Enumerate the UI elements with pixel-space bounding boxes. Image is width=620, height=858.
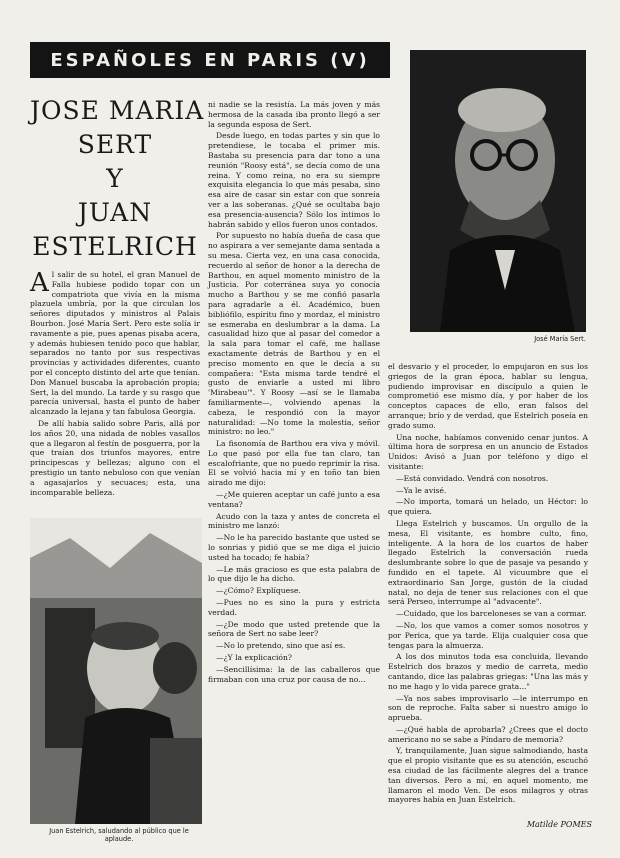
paragraph: el desvario y el proceder, lo empujaron en sus los griegos de la gran época, hablar su lengua, pudiendo improvisar en discípulo a quien le comprometió ese mismo día, y por haber de los conceptos capaces de ello, eran falsos del arranque; brío y de verdad, que Estelrich poseía en grado sumo. xyxy=(388,362,588,430)
paragraph: —¿Cómo? Explíquese. xyxy=(216,586,301,596)
portrait-photo-sert xyxy=(410,50,586,332)
headline xyxy=(30,94,205,264)
headline-line-4: JUAN xyxy=(77,198,153,227)
section-title: ESPAÑOLES EN PARIS (V) xyxy=(50,49,370,71)
headline-line-5: ESTELRICH xyxy=(32,232,198,261)
paragraph: —¿Me quieren aceptar un café junto a esa ventana? xyxy=(208,490,380,509)
headline-line-2: SERT xyxy=(77,130,153,159)
article-column-2 xyxy=(208,100,380,845)
paragraph: —Cuidado, que los barceloneses se van a cormar. xyxy=(396,609,587,619)
paragraph: —Ya le avisé. xyxy=(396,485,447,495)
caption-estelrich: Juan Estelrich, saludando al público que le aplaude. xyxy=(49,827,189,843)
estelrich-illustration xyxy=(30,518,202,824)
paragraph xyxy=(30,270,200,417)
paragraph: —No lo pretendo, sino que así es. xyxy=(216,641,346,651)
paragraph: De allí había salido sobre Paris, allá por los años 20, una nidada de nobles vasallos que a llegaron al festín de posguerra, por la que traían dos triunfos mayores, entre principescas y bellezas; alguno con el prestigio un tanto nebuloso con que venían a agasajarlos y secuaces; esta, una incomparable belleza. xyxy=(30,418,200,497)
paragraph: Desde luego, en todas partes y sin que lo pretendiese, le tocaba el primer mis. Bastaba su presencia para dar tono a una reunión "Roosy está", se decía como de una reina. Y como reina, no era su siempre exquisita elegancia lo que más pesaba, sino esa aire de casar sin estar con que sonreía ver a las soberanas. ¿Qué se ocultaba bajo esa presencia-ausencia? Sólo los íntimos lo habrán sabido y ellos fueron unos contados. xyxy=(208,131,380,229)
article-column-1 xyxy=(30,270,200,510)
paragraph: ni nadie se la resistía. La más joven y más hermosa de la casada iba pronto llegó a ser la segunda esposa de Sert. xyxy=(208,100,380,129)
caption-sert: José María Sert. xyxy=(534,335,586,343)
paragraph: —Está convidado. Vendrá con nosotros. xyxy=(396,473,549,483)
author-signature: Matilde POMES xyxy=(526,820,592,829)
article-column-3 xyxy=(388,362,588,805)
headline-line-1: JOSE MARIA xyxy=(30,96,205,125)
paragraph-text: l salir de su hotel, el gran Manuel de Falla hubiese podido topar con un compatriota que vivía en la misma plazuela umbría, por la que circulan los señores diputados y ministros al Palais Bourbon. José María Sert. Pero este solía ir ravamente a pie, pues apenas pisaba acera, y además hubiesen tenido poco que hablar, separados no tanto por sus respectivas provincias y actividades diferentes, cuanto por el concepto distinto del arte que tenían. Don Manuel buscaba la aprobación propia; Sert, la del mundo. La tarde y su rasgo que parecía universal, hasta el punto de haber alcanzado la lejana y tan fabulosa Georgia. xyxy=(30,270,200,417)
paragraph: —No importa, tomará un helado, un Héctor: lo que quiera. xyxy=(388,497,588,517)
paragraph: Una noche, habíamos convenido cenar juntos. A última hora de sorpresa en un anuncio de Estados Unidos: Avisó a Juan por teléfono y digo el visitante: xyxy=(388,432,588,471)
paragraph: Por supuesto no había dueña de casa que no aspirara a ver semejante dama sentada a su mesa. Cierta vez, en una casa conocida, recuerdo al señor de honor a la derecha de Barthou, en aquel momento ministro de la Justicia. Por coterránea suya yo conocía mucho a Barthou y se me confió pasarla para agradarle a él. Académico, buen bibliófilo, espíritu fino y mordaz, el ministro se esmeraba en deslumbrar a la dama. La casualidad hizo que al pasar del comedor a la sala para tomar el café, me hallase exactamente detrás de Barthou y en el preciso momento en que le decía a su compañera: "Esta misma tarde tendré el gusto de enviarle a usted mi libro 'Mirabeau'". Y Roosy —así se le llamaba familiarmente—, volviendo apenas la cabeza, le respondió con la mayor naturalidad: —No tome la molestia, señor ministro: no leo." xyxy=(208,231,380,437)
paragraph: —¿Y la explicación? xyxy=(216,653,292,663)
portrait-sert-illustration xyxy=(410,50,586,332)
paragraph: —Sencillísima: la de las caballeros que firmaban con una cruz por causa de no... xyxy=(208,664,380,684)
section-banner xyxy=(30,42,390,78)
drop-cap: A xyxy=(30,268,49,298)
paragraph: —Ya nos sabes improvisarlo —le interrumpo en son de reproche. Falta saber si nuestro amigo lo aprueba. xyxy=(388,693,588,723)
paragraph: Acudo con la taza y antes de concreta el ministro me lanzó: xyxy=(208,511,380,531)
paragraph: A los dos minutos toda esa concluida, llevando Estelrich dos brazos y medio de carreta, medio cantando, dice las palabras griegas: "Una las más y no me hago y lo vida parece grata..." xyxy=(388,652,588,691)
paragraph: —¿Qué habla de aprobarla? ¿Crees que el docto americano no se sabe a Píndaro de memoria? xyxy=(388,724,588,744)
paragraph: —No, los que vamos a comer somos nosotros y por Perica, que ya tarde. Elija cualquier cosa que tengas para la almuerza. xyxy=(388,620,588,650)
paragraph: —Le más gracioso es que esta palabra de lo que dijo le ha dicho. xyxy=(208,564,380,584)
paragraph: —No le ha parecido bastante que usted se lo sonrias y pidió que se me diga el juicio usted ha tocado; fe había? xyxy=(208,533,380,562)
paragraph: —¿De modo que usted pretende que la señora de Sert no sabe leer? xyxy=(208,619,380,639)
photo-estelrich xyxy=(30,518,202,824)
paragraph: Y, tranquilamente, Juan sigue salmodiando, hasta que el propio visitante que es su atención, escuchó esa ciudad de las fácilmente alegres del a trance tan diversos. Pero a mí, en aquel momento, me llamaron el modo Ven. De esos milagros y otras mayores había en Juan Estelrich. xyxy=(388,746,588,805)
paragraph: —Pues no es sino la pura y estricta verdad. xyxy=(208,598,380,617)
headline-line-3: Y xyxy=(106,164,124,193)
paragraph: Llega Estelrich y buscamos. Un orgullo de la mesa, El visitante, es hombre culto, fino, inteligente. A la hora de los cuartos de haber llegado Estelrich la conversación rueda deslumbrante sobre lo que de pasaje va pesando y fundido en el tapete. Al vicuumbre que el extraordinario San Jorge, gustón de la ciudad natal, no deja de tener sus relaciones con el que será Perseo, interrumpe al "advacente". xyxy=(388,518,588,607)
paragraph: La fisonomía de Barthou era viva y móvil. Lo que pasó por ella fue tan claro, tan escalofriante, que no puedo reprimir la risa. El se volvió hacia mí y en toño tan bien airado me dijo: xyxy=(208,439,380,488)
